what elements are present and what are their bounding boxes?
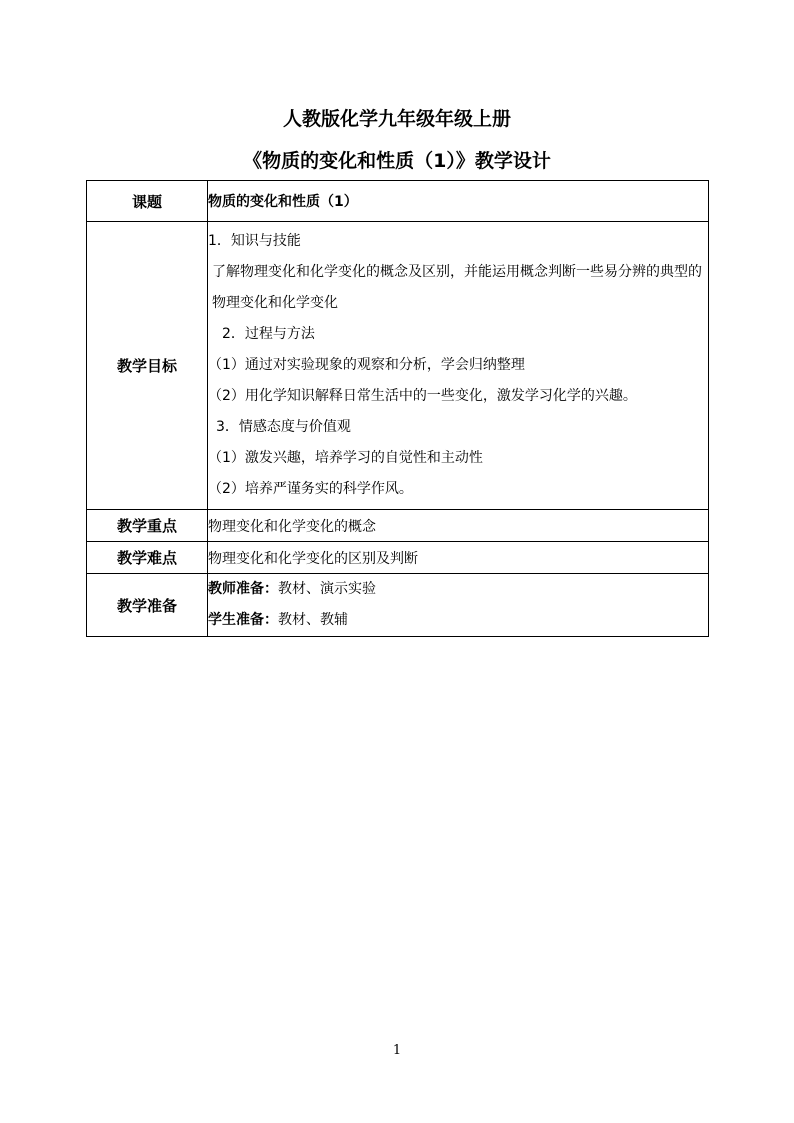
topic-value: 物质的变化和性质（1） [208, 181, 709, 222]
preparation-label: 教学准备 [87, 574, 208, 637]
teacher-preparation [208, 574, 708, 605]
goals-label: 教学目标 [87, 222, 208, 510]
goal-text-knowledge: 了解物理变化和化学变化的概念及区别，并能运用概念判断一些易分辨的典型的物理变化和化学变化 [212, 264, 702, 311]
page-number: 1 [392, 1043, 402, 1058]
goal-item-attitude-2: （2）培养严谨务实的科学作风。 [208, 481, 413, 497]
table-row-goals [87, 222, 709, 510]
table-row-topic [87, 181, 709, 222]
document-subtitle: 《物质的变化和性质（1）》教学设计 [243, 150, 551, 172]
goal-heading-knowledge: 1．知识与技能 [208, 233, 301, 249]
difficulty-label: 教学难点 [87, 542, 208, 574]
student-preparation-label: 学生准备： [208, 612, 278, 628]
document-title: 人教版化学九年级年级上册 [282, 108, 511, 130]
key-point-label: 教学重点 [87, 510, 208, 542]
goals-content [208, 222, 709, 510]
key-point-value: 物理变化和化学变化的概念 [208, 510, 709, 542]
teacher-preparation-value: 教材、演示实验 [278, 581, 376, 597]
table-row-key-point [87, 510, 709, 542]
goals-box [208, 222, 708, 509]
lesson-plan-table [86, 180, 709, 637]
student-preparation [208, 605, 708, 636]
goal-item-process-1: （1）通过对实验现象的观察和分析，学会归纳整理 [208, 357, 525, 373]
table-row-difficulty [87, 542, 709, 574]
goal-heading-attitude: 3．情感态度与价值观 [216, 419, 351, 435]
preparation-content [208, 574, 709, 637]
goal-item-process-2: （2）用化学知识解释日常生活中的一些变化，激发学习化学的兴趣。 [208, 388, 637, 404]
goal-heading-process: 2．过程与方法 [222, 326, 315, 342]
table-row-preparation [87, 574, 709, 637]
student-preparation-value: 教材、教辅 [278, 612, 348, 628]
teacher-preparation-label: 教师准备： [208, 581, 278, 597]
goal-item-attitude-1: （1）激发兴趣，培养学习的自觉性和主动性 [208, 450, 483, 466]
topic-label: 课题 [87, 181, 208, 222]
difficulty-value: 物理变化和化学变化的区别及判断 [208, 542, 709, 574]
